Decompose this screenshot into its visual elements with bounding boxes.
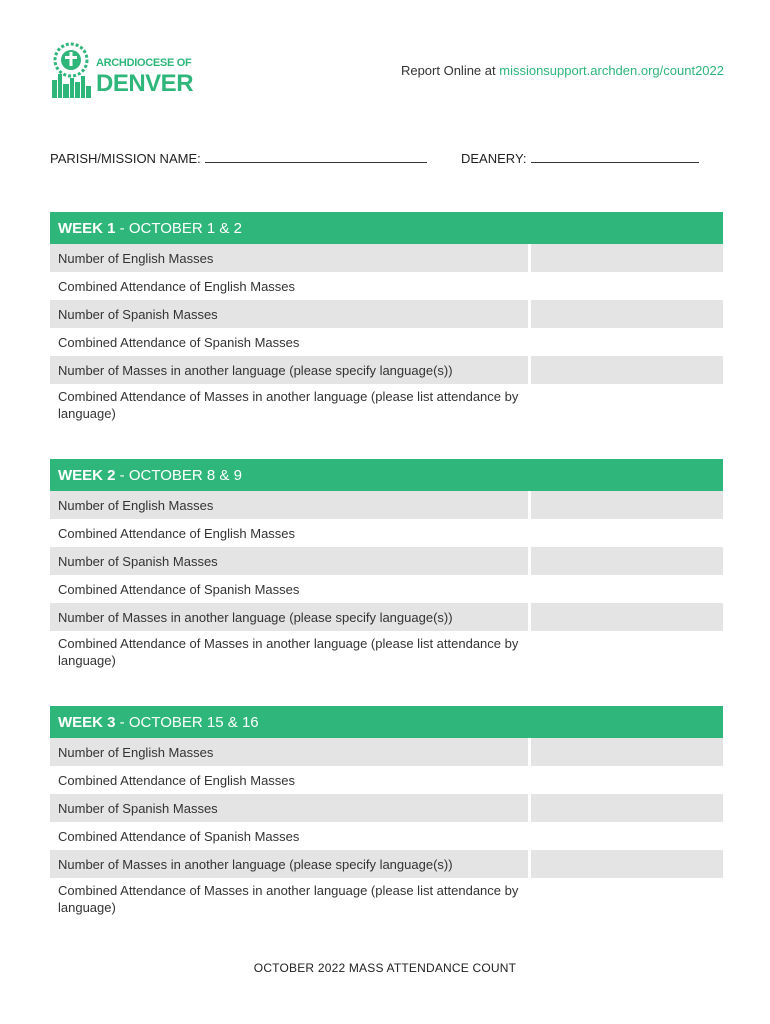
entry-cell[interactable]	[531, 635, 723, 675]
row-label: Number of English Masses	[50, 738, 528, 766]
week-label: WEEK 1	[58, 220, 116, 237]
entry-cell[interactable]	[531, 244, 723, 272]
entry-cell[interactable]	[531, 850, 723, 878]
table-row	[50, 738, 723, 766]
week-2-header	[50, 459, 723, 491]
row-label: Number of Masses in another language (please specify language(s))	[50, 356, 528, 384]
entry-cell[interactable]	[531, 766, 723, 794]
logo-line2: DENVER	[96, 70, 194, 97]
row-label: Number of English Masses	[50, 244, 528, 272]
page-footer: OCTOBER 2022 MASS ATTENDANCE COUNT	[253, 961, 517, 975]
row-label: Combined Attendance of Masses in another language (please list attendance by language)	[58, 389, 519, 421]
table-row	[50, 878, 723, 922]
parish-field[interactable]	[50, 150, 427, 166]
table-row	[50, 519, 723, 547]
row-label: Combined Attendance of Spanish Masses	[58, 335, 300, 350]
table-row	[50, 575, 723, 603]
entry-cell[interactable]	[531, 328, 723, 356]
week-dates: - OCTOBER 15 & 16	[115, 714, 259, 731]
entry-cell[interactable]	[531, 519, 723, 547]
row-label: Number of Spanish Masses	[50, 794, 528, 822]
entry-cell[interactable]	[531, 603, 723, 631]
table-row	[50, 631, 723, 675]
table-row	[50, 328, 723, 356]
week-1-section	[50, 212, 723, 428]
table-row	[50, 547, 723, 575]
entry-cell[interactable]	[531, 300, 723, 328]
row-label: Combined Attendance of Masses in another language (please list attendance by language)	[58, 636, 519, 668]
week-label: WEEK 3	[58, 714, 116, 731]
row-label: Number of Spanish Masses	[50, 547, 528, 575]
table-row	[50, 850, 723, 878]
report-online-text	[401, 63, 724, 78]
archdiocese-emblem-icon	[50, 40, 92, 100]
row-label: Combined Attendance of Spanish Masses	[58, 582, 300, 597]
table-row	[50, 822, 723, 850]
row-label: Number of Masses in another language (please specify language(s))	[50, 603, 528, 631]
parish-label: PARISH/MISSION NAME:	[50, 151, 201, 166]
parish-input-line[interactable]	[205, 150, 427, 163]
row-label: Combined Attendance of English Masses	[58, 773, 296, 788]
table-row	[50, 603, 723, 631]
entry-cell[interactable]	[531, 882, 723, 922]
report-prefix: Report Online at	[400, 63, 500, 78]
entry-cell[interactable]	[531, 575, 723, 603]
table-row	[50, 794, 723, 822]
table-row	[50, 356, 723, 384]
week-2-section	[50, 459, 723, 675]
logo-line1: ARCHDIOCESE OF	[96, 57, 192, 69]
entry-cell[interactable]	[531, 356, 723, 384]
entry-cell[interactable]	[531, 794, 723, 822]
entry-cell[interactable]	[531, 491, 723, 519]
table-row	[50, 300, 723, 328]
report-url-link[interactable]: missionsupport.archden.org/count2022	[499, 63, 724, 78]
deanery-field[interactable]	[461, 150, 699, 166]
row-label: Number of Masses in another language (please specify language(s))	[50, 850, 528, 878]
entry-cell[interactable]	[531, 738, 723, 766]
entry-cell[interactable]	[531, 822, 723, 850]
deanery-input-line[interactable]	[531, 150, 699, 163]
row-label: Combined Attendance of Masses in another language (please list attendance by language)	[58, 883, 519, 915]
week-label: WEEK 2	[58, 467, 116, 484]
deanery-label: DEANERY:	[461, 151, 527, 166]
table-row	[50, 491, 723, 519]
week-dates: - OCTOBER 1 & 2	[115, 220, 242, 237]
row-label: Number of Spanish Masses	[50, 300, 528, 328]
table-row	[50, 766, 723, 794]
row-label: Combined Attendance of Spanish Masses	[58, 829, 300, 844]
week-3-section	[50, 706, 723, 922]
entry-cell[interactable]	[531, 547, 723, 575]
archdiocese-logo	[50, 40, 194, 102]
week-1-header	[50, 212, 723, 244]
row-label: Combined Attendance of English Masses	[58, 279, 296, 294]
week-dates: - OCTOBER 8 & 9	[115, 467, 242, 484]
entry-cell[interactable]	[531, 272, 723, 300]
table-row	[50, 384, 723, 428]
week-3-header	[50, 706, 723, 738]
entry-cell[interactable]	[531, 388, 723, 428]
row-label: Number of English Masses	[50, 491, 528, 519]
table-row	[50, 272, 723, 300]
row-label: Combined Attendance of English Masses	[58, 526, 296, 541]
table-row	[50, 244, 723, 272]
